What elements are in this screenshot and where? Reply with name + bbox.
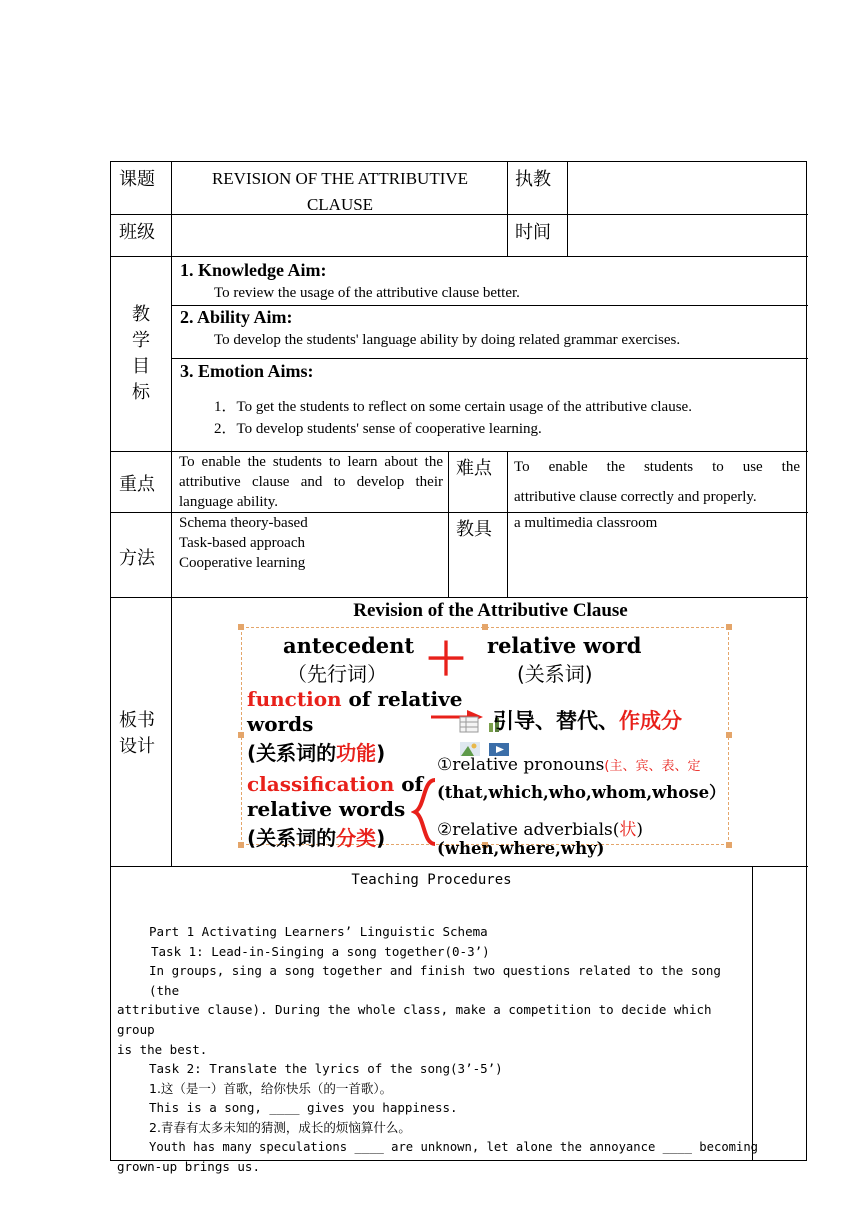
relative-word-text: relative word: [487, 633, 642, 658]
teacher-label: 执教: [515, 169, 551, 190]
board-design-image: [241, 627, 729, 858]
task1-desc: attributive clause). During the whole class, make a competition to decide which group: [117, 1002, 712, 1037]
emotion-aim-title: 3. Emotion Aims:: [180, 361, 314, 381]
difficult-points-text: To enable the students to use the attributive clause correctly and properly.: [514, 459, 800, 505]
plus-icon: ＋: [424, 634, 468, 685]
question1-en: This is a song, ____ gives you happiness.: [149, 1100, 458, 1116]
lesson-plan-table: [110, 161, 807, 1175]
question2-en-continued: grown-up brings us.: [117, 1159, 260, 1175]
task1-desc: is the best.: [117, 1041, 208, 1057]
knowledge-aim-text: To review the usage of the attributive clause better.: [214, 285, 520, 301]
question2-zh: 2.青春有太多未知的猜测，成长的烦恼算什么。: [149, 1119, 411, 1135]
task1-heading: Task 1: Lead-in-Singing a song together(0-3’): [151, 943, 490, 959]
board-label: 板书 设计: [119, 710, 155, 757]
emotion-aim-list: [214, 396, 692, 440]
function-zh: (关系词的功能): [247, 741, 386, 765]
aims-label: 教 学 目 标: [132, 304, 150, 403]
tools-label: 教具: [456, 519, 492, 540]
method-item: Task-based approach: [179, 535, 305, 551]
antecedent-zh: （先行词）: [287, 662, 387, 686]
task2-heading: Task 2: Translate the lyrics of the song(3’-5’): [149, 1061, 503, 1077]
emotion-aim-item: 1．To get the students to reflect on some certain usage of the attributive clause.: [214, 399, 692, 415]
tools-text: a multimedia classroom: [514, 515, 658, 531]
brace-icon: [411, 777, 439, 847]
relative-pronouns: ①relative pronouns(主、宾、表、定: [437, 755, 701, 775]
lesson-title: REVISION OF THE ATTRIBUTIVE CLAUSE: [211, 169, 469, 214]
procedures-title: Teaching Procedures: [351, 872, 512, 888]
board-title: Revision of the Attributive Clause: [353, 600, 628, 621]
classification-heading-line2: relative words: [247, 797, 406, 821]
part1-heading: Part 1 Activating Learners’ Linguistic Schema: [149, 924, 488, 939]
methods-label: 方法: [119, 548, 155, 569]
task1-desc: In groups, sing a song together and finish two questions related to the song (the: [149, 963, 721, 998]
ability-aim-text: To develop the students' language ability by doing related grammar exercises.: [214, 332, 681, 348]
relative-adverbials-list: (when,where,why): [437, 839, 605, 858]
relative-word-zh: (关系词): [517, 662, 593, 686]
antecedent-text: antecedent: [283, 633, 415, 658]
procedures-body: [117, 922, 759, 1177]
relative-pronouns-list: (that,which,who,whom,whose）: [437, 783, 726, 802]
title-label: 课题: [119, 169, 155, 190]
function-roles: 引导、替代、作成分: [493, 709, 682, 733]
knowledge-aim-title: 1. Knowledge Aim:: [180, 260, 327, 280]
question2-en: Youth has many speculations ____ are unknown, let alone the annoyance ____ becoming: [149, 1139, 759, 1154]
emotion-aim-item: 2．To develop students' sense of cooperative learning.: [214, 421, 542, 437]
function-heading: function of relative: [247, 687, 463, 711]
method-item: Cooperative learning: [179, 555, 306, 571]
method-item: Schema theory-based: [179, 515, 308, 531]
question1-zh: 1.这（是一）首歌，给你快乐（的一首歌）。: [149, 1080, 393, 1096]
class-label: 班级: [119, 222, 155, 243]
relative-adverbials: ②relative adverbials(状): [437, 820, 644, 840]
key-points-text: To enable the students to learn about the attributive clause and to develop their language ability.: [179, 454, 443, 510]
classification-zh: (关系词的分类): [247, 826, 386, 850]
time-label: 时间: [515, 222, 551, 243]
classification-heading: classification of: [247, 772, 424, 796]
ability-aim-title: 2. Ability Aim:: [180, 307, 293, 327]
difficult-points-label: 难点: [456, 458, 492, 479]
function-heading-line2: words: [247, 712, 314, 736]
key-points-label: 重点: [119, 474, 155, 495]
methods-list: [179, 513, 308, 573]
